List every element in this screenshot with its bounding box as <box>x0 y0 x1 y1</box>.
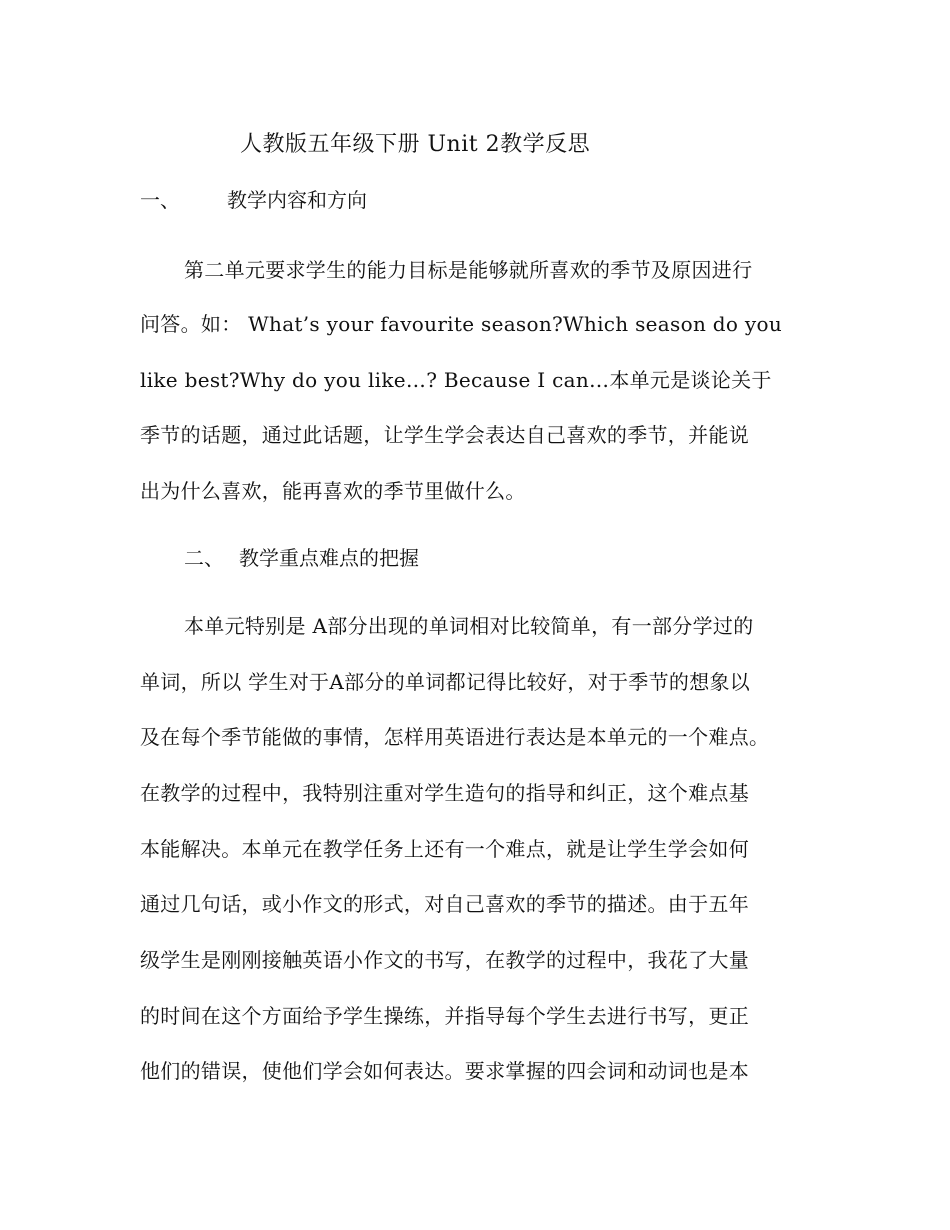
section1-line-5: 出为什么喜欢，能再喜欢的季节里做什么。 <box>140 479 526 503</box>
section2-line-6: 通过几句话，或小作文的形式，对自己喜欢的季节的描述。由于五年 <box>140 892 749 916</box>
section2-line-4: 在教学的过程中，我特别注重对学生造句的指导和纠正，这个难点基 <box>140 781 749 805</box>
section2-line-2: 单词，所以 学生对于A部分的单词都记得比较好，对于季节的想象以 <box>140 670 751 694</box>
section1-line-2: 问答。如： What’s your favourite season?Which season do you <box>140 312 783 336</box>
section2-line-9: 他们的错误，使他们学会如何表达。要求掌握的四会词和动词也是本 <box>140 1059 749 1083</box>
section2-number: 二、 <box>184 546 224 570</box>
section1-line-1: 第二单元要求学生的能力目标是能够就所喜欢的季节及原因进行 <box>184 258 753 282</box>
document-title: 人教版五年级下册 Unit 2教学反思 <box>240 132 591 157</box>
section1-line-3: like best?Why do you like…? Because I can…本单元是谈论关于 <box>140 368 772 392</box>
section2-line-1: 本单元特别是 A部分出现的单词相对比较简单，有一部分学过的 <box>184 614 754 638</box>
section2-line-3: 及在每个季节能做的事情，怎样用英语进行表达是本单元的一个难点。 <box>140 725 770 749</box>
section2-heading: 教学重点难点的把握 <box>239 546 419 570</box>
section2-line-7: 级学生是刚刚接触英语小作文的书写，在教学的过程中，我花了大量 <box>140 948 749 972</box>
section1-number: 一、 <box>140 188 180 212</box>
section1-line-4: 季节的话题，通过此话题，让学生学会表达自己喜欢的季节，并能说 <box>140 423 749 447</box>
section2-line-5: 本能解决。本单元在教学任务上还有一个难点，就是让学生学会如何 <box>140 837 749 861</box>
section1-heading: 教学内容和方向 <box>227 188 367 212</box>
section2-line-8: 的时间在这个方面给予学生操练，并指导每个学生去进行书写，更正 <box>140 1004 749 1028</box>
